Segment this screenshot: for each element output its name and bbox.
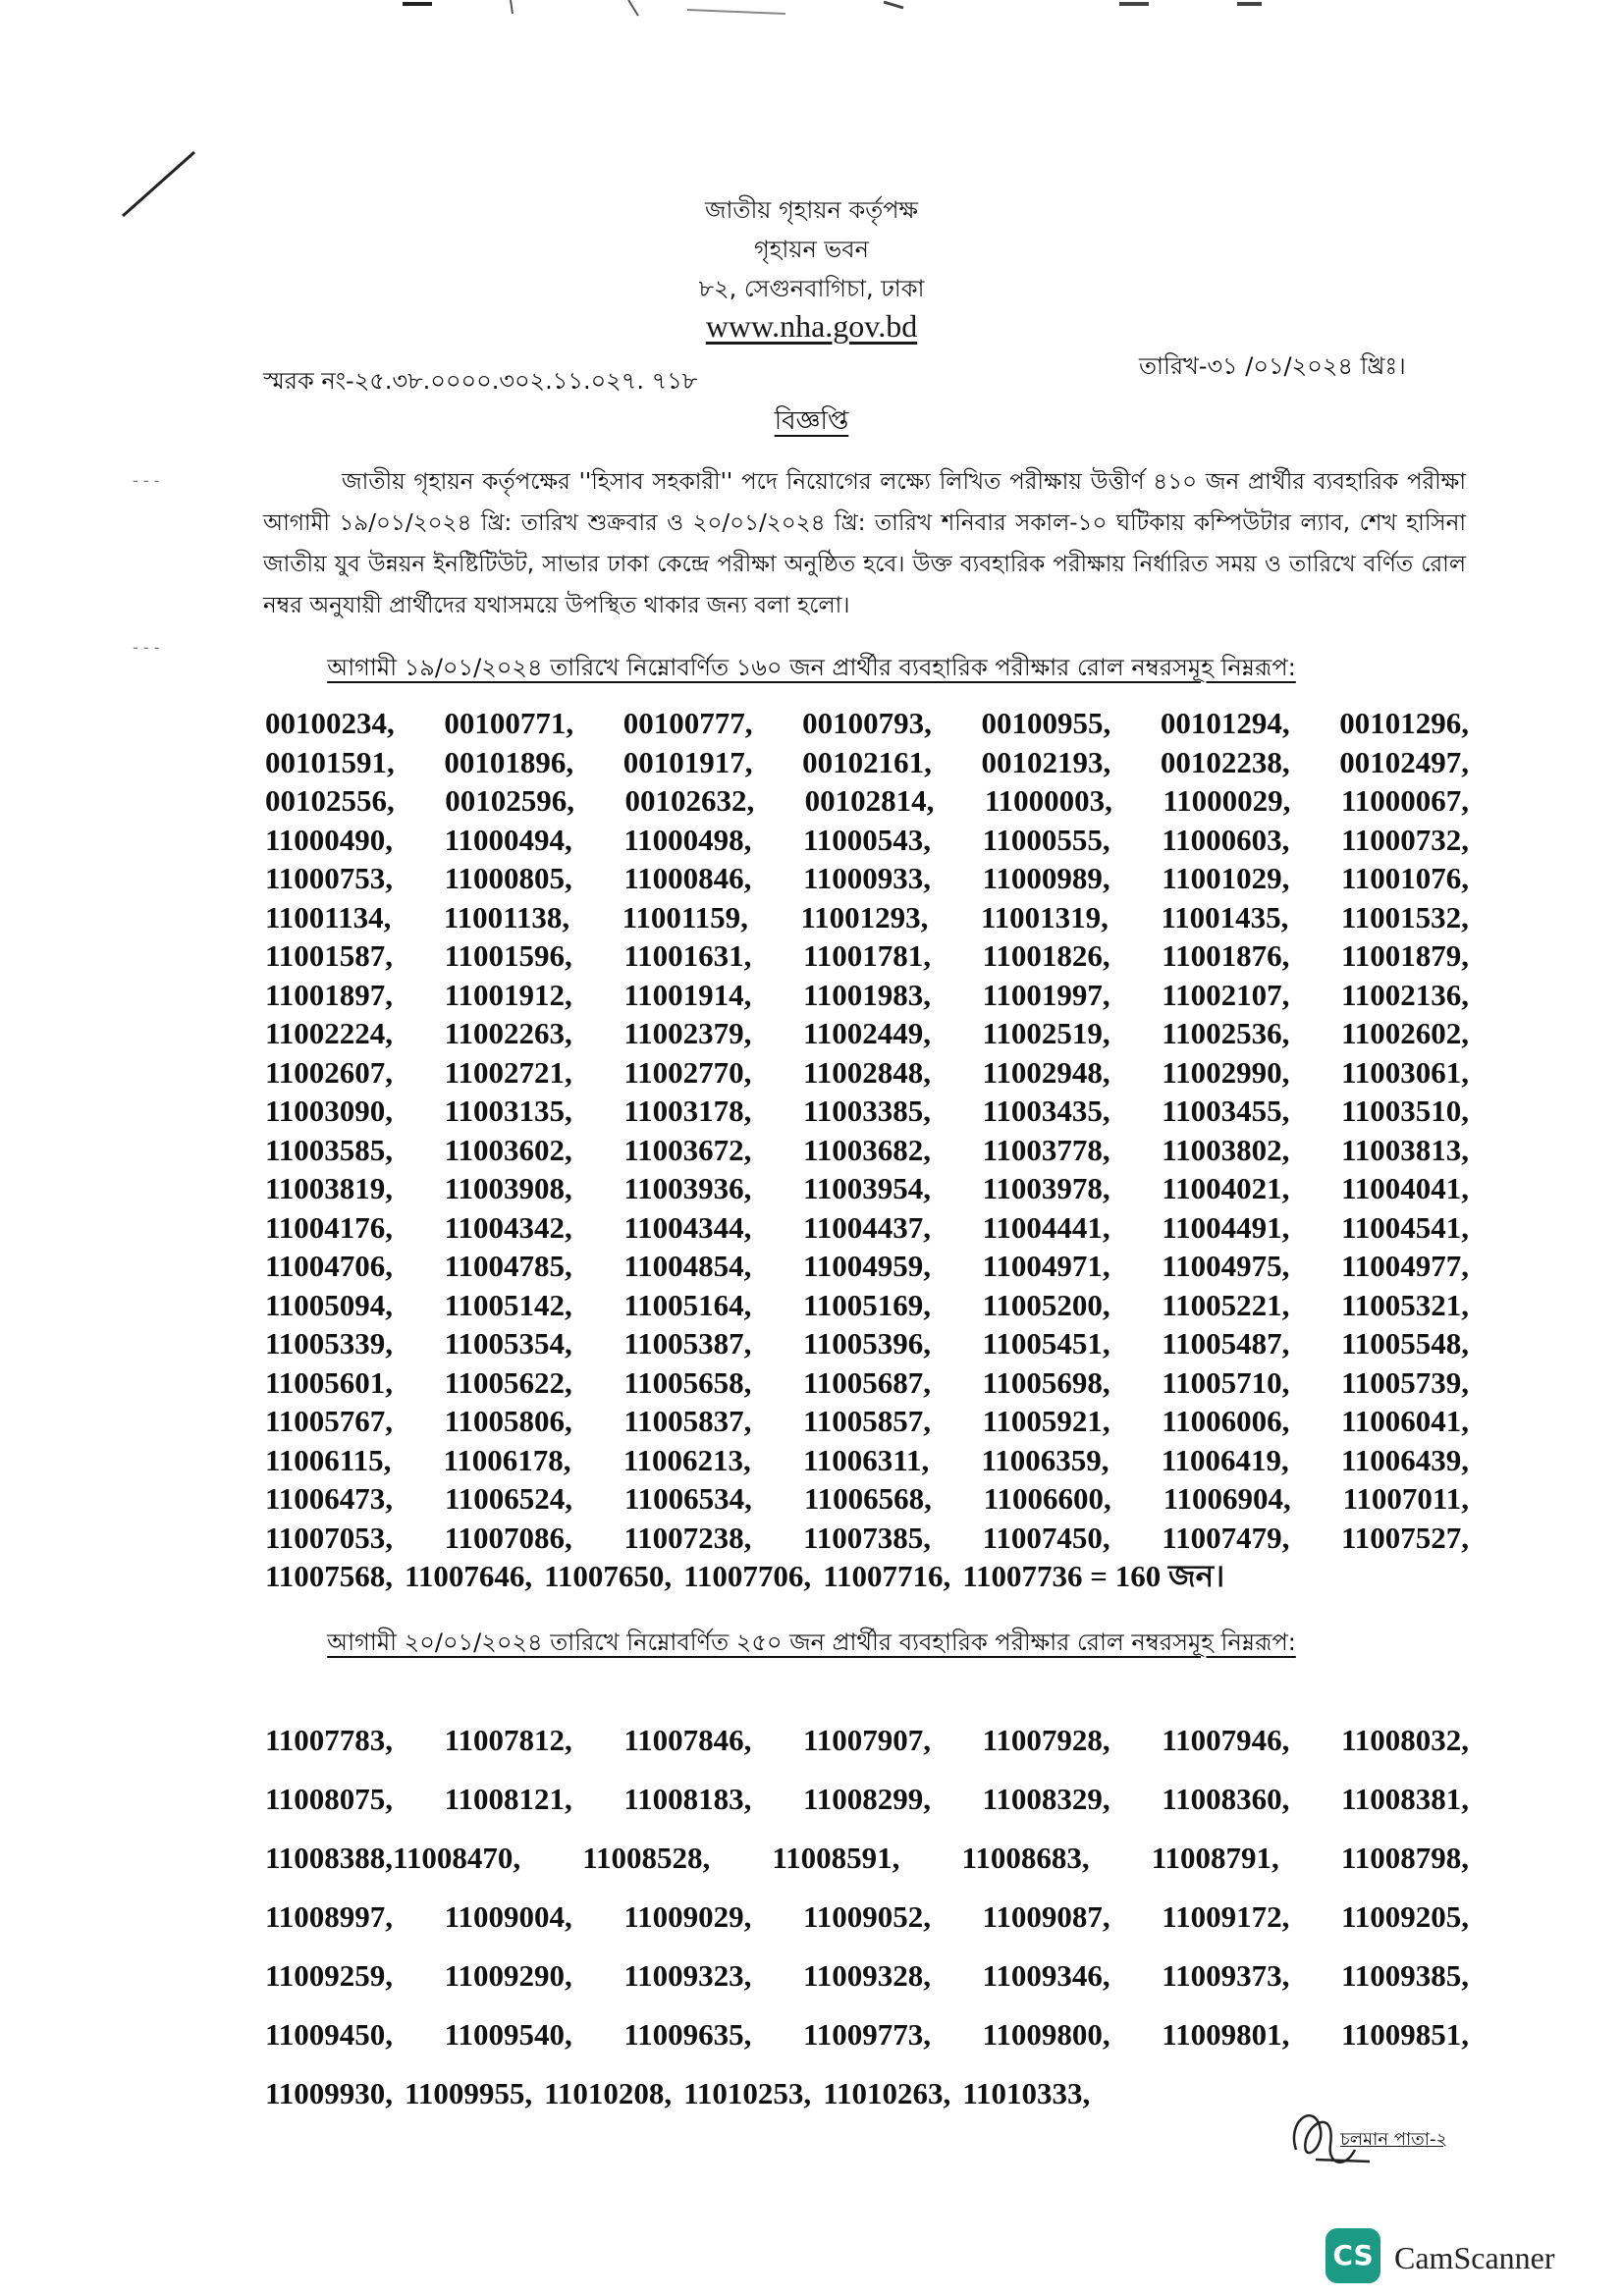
roll-number: 11007907, [802,1723,932,1757]
roll-number: 11009346, [982,1958,1110,1993]
roll-number: 11000603, [1162,822,1290,857]
roll-number: 11008299, [802,1782,932,1816]
roll-number: 11009773, [802,2017,932,2052]
roll-number: 11001876, [1162,938,1290,973]
roll-number: 11003802, [1162,1132,1290,1167]
roll-number: 11005767, [265,1404,394,1438]
roll-number: 11005339, [265,1326,394,1361]
roll-number: 11001293, [800,899,929,934]
roll-number: 11000490, [265,822,394,857]
roll-row [265,743,1469,782]
roll-number: 11004854, [623,1249,752,1283]
roll-number: 11007716, [823,1559,951,1593]
roll-row [265,898,1469,937]
roll-number: 11005806, [444,1404,572,1438]
roll-row [265,1947,1469,2005]
roll-number: 11002519, [982,1016,1110,1050]
roll-number: 00101294, [1160,706,1290,740]
roll-number: 11006534, [623,1481,752,1516]
roll-number: 11004041, [1340,1171,1469,1205]
roll-number: 11009205, [1340,1899,1469,1934]
roll-number: 11006473, [265,1481,394,1516]
roll-row [265,1324,1469,1363]
roll-number: 11003061, [1340,1054,1469,1090]
roll-number: 11003908, [444,1171,572,1205]
roll-number: 11009004, [444,1899,572,1934]
roll-number: 11001983, [802,977,932,1012]
roll-number: 11006600, [983,1481,1111,1516]
roll-number: 11007053, [265,1520,394,1555]
roll-number: 11005837, [623,1404,752,1438]
group1-heading: আগামী ১৯/০১/২০২৪ তারিখে নিম্নোবর্ণিত ১৬০ জন প্রার্থীর ব্যবহারিক পরীক্ষার রোল নম্বরসমূহ নিম্নরূপ: [327,654,1296,681]
org-building: গৃহায়ন ভবন [754,236,869,263]
roll-number: 11001319, [980,899,1109,934]
roll-number: 11006419, [1161,1442,1289,1477]
roll-number: 11000494, [444,822,572,857]
roll-number: 11007650, [544,1559,673,1593]
roll-number: 11004977, [1340,1249,1469,1283]
roll-number: 00101591, [265,744,395,779]
roll-number: 11000003, [984,783,1112,818]
roll-number: 11005687, [802,1364,932,1400]
roll-number: 11006115, [265,1442,392,1477]
roll-number: 11006904, [1163,1481,1291,1516]
roll-number: 00100777, [622,706,753,740]
roll-number: 11005142, [444,1287,572,1322]
roll-number: 11001134, [265,899,392,934]
roll-number: 11007706, [683,1559,812,1593]
roll-row [265,821,1469,860]
roll-number: 11003778, [982,1132,1110,1167]
roll-number: 11001631, [623,938,752,973]
roll-number: 11010208, [544,2076,673,2110]
roll-row [265,1169,1469,1208]
roll-number: 11009290, [444,1958,572,1993]
roll-row [265,1208,1469,1248]
roll-number: 11003385, [802,1094,932,1128]
roll-number: 11001587, [265,938,394,973]
roll-number: 11009323, [623,1958,752,1993]
roll-number: 11009029, [623,1899,752,1934]
roll-number: 11007812, [444,1723,572,1757]
roll-number: 11005169, [802,1287,932,1322]
roll-number: 11004959, [802,1249,932,1283]
roll-number: 11009328, [802,1958,932,1993]
roll-number: 11001532, [1340,899,1469,934]
roll-row [265,781,1469,821]
roll-number: 11009052, [802,1899,932,1934]
roll-number: 11001879, [1340,938,1469,973]
roll-number: 11004541, [1340,1209,1469,1245]
margin-mark: - - - [133,471,160,490]
roll-row [265,1888,1469,1947]
roll-number: 11010263, [823,2076,951,2110]
roll-number: 11005710, [1162,1364,1290,1400]
roll-number: 11010333, [962,2076,1091,2110]
roll-number: 00102497, [1339,744,1469,779]
roll-number: 11000846, [623,861,752,895]
roll-number: 11008183, [623,1782,752,1816]
roll-number: 11007385, [802,1520,932,1555]
roll-number: 11009373, [1162,1958,1290,1993]
roll-number: 11005548, [1340,1326,1469,1361]
roll-number: 11000732, [1340,822,1469,857]
roll-number: 11005396, [802,1326,932,1361]
roll-number: 11005487, [1162,1326,1290,1361]
roll-number: 11006359, [981,1442,1109,1477]
roll-number: 11003090, [265,1094,394,1128]
roll-number: 11003455, [1162,1094,1290,1128]
roll-number: 00102596, [445,783,574,818]
camscanner-logo: CS [1325,2228,1380,2283]
roll-number: 11003178, [623,1094,752,1128]
roll-number: 11002449, [802,1016,932,1050]
roll-number: 11009540, [444,2017,572,2052]
roll-number: 11003602, [444,1132,572,1167]
roll-number: 11001029, [1162,861,1290,895]
roll-number: 11009259, [265,1958,394,1993]
roll-number: 11002721, [444,1054,572,1090]
roll-number: 11005658, [623,1364,752,1400]
roll-number: 11003672, [623,1132,752,1167]
roll-number: 11002136, [1340,977,1469,1012]
notice-title: বিজ্ঞপ্তি [774,406,849,436]
roll-number: 11006213, [622,1442,751,1477]
roll-row [265,1770,1469,1829]
roll-number: 11007646, [405,1559,533,1593]
roll-row [265,1829,1469,1888]
roll-number: 11002263, [444,1016,572,1050]
roll-number: 11001914, [623,977,752,1012]
roll-number: 11001435, [1161,899,1289,934]
roll-number: 11004344, [623,1209,752,1245]
roll-number: 11002848, [802,1054,932,1090]
camscanner-watermark: CamScanner [1394,2240,1555,2275]
roll-number: 11009450, [265,2017,394,2052]
notice-paragraph: জাতীয় গৃহায়ন কর্তৃপক্ষের ''হিসাব সহকারী'' পদে নিয়োগের লক্ষ্যে লিখিত পরীক্ষায় উত্তীর্ণ ৪১০ জন প্রার্থীর ব্যবহারিক পরীক্ষা আগামী ১৯/০১/২০২৪ খ্রি: তারিখ শুক্রবার ও ২০/০১/২০২৪ খ্রি: তারিখ শনিবার সকাল-১০ ঘটিকায় কম্পিউটার ল্যাব, শেখ হাসিনা জাতীয় যুব উন্নয়ন ইনষ্টিটিউট, সাভার ঢাকা কেন্দ্রে পরীক্ষা অনুষ্ঠিত হবে। উক্ত ব্যবহারিক পরীক্ষায় নির্ধারিত সময় ও তারিখে বর্ণিত রোল নম্বর অনুযায়ী প্রার্থীদের যথাসময়ে উপস্থিত থাকার জন্য বলা হলো। [263,469,1466,618]
roll-number: 11000989, [982,861,1110,895]
roll-number: 11005451, [982,1326,1110,1361]
roll-number: 11004342, [444,1209,572,1245]
roll-number: 11006568, [803,1481,932,1516]
roll-number: 11000543, [802,822,932,857]
roll-number: 11002990, [1162,1054,1290,1090]
roll-number: 11002536, [1162,1016,1290,1050]
roll-number: 11004176, [265,1209,394,1245]
roll-number: 11003978, [982,1171,1110,1205]
roll-number: 11004706, [265,1249,394,1283]
roll-number: 11008528, [582,1841,711,1875]
roll-row [265,1092,1469,1131]
roll-number: 11008360, [1162,1782,1290,1816]
org-website: www.nha.gov.bd [705,308,918,344]
roll-number: 11003435, [982,1094,1110,1128]
roll-number: 11007928, [982,1723,1110,1757]
roll-number: 11001897, [265,977,394,1012]
roll-number: 11001997, [982,977,1110,1012]
roll-number: 11002948, [982,1054,1110,1090]
scan-artifacts [0,0,1623,20]
roll-row [265,1053,1469,1093]
roll-number: 11004975, [1162,1249,1290,1283]
roll-number: 11006178, [443,1442,571,1477]
roll-number: 11004971, [982,1249,1110,1283]
roll-number: 11008381, [1340,1782,1469,1816]
roll-number: 11005354, [444,1326,572,1361]
roll-number: 11001159, [622,899,748,934]
memo-number: স্মরক নং-২৫.৩৮.০০০০.৩০২.১১.০২৭. ৭১৮ [263,367,698,395]
roll-number: 11001076, [1340,861,1469,895]
roll-number: 11009930, [265,2076,394,2110]
roll-row [265,704,1469,743]
roll-number: 11003585, [265,1132,394,1167]
roll-number: 11000805, [444,861,572,895]
roll-number: 11009851, [1340,2017,1469,2052]
roll-number: 00101296, [1339,706,1469,740]
roll-number: 11007568, [265,1559,394,1593]
roll-number: 11009172, [1162,1899,1290,1934]
roll-number: 11004437, [802,1209,932,1245]
roll-number: 11000933, [802,861,932,895]
roll-number: 00100234, [265,706,395,740]
org-address: ৮২, সেগুনবাগিচা, ঢাকা [698,275,925,302]
roll-number: 11005698, [982,1364,1110,1400]
roll-number: 11000067, [1340,783,1469,818]
roll-number: 11006439, [1340,1442,1469,1477]
roll-number: 11007736 = 160 জন। [962,1559,1225,1593]
roll-row [265,1363,1469,1403]
roll-number: 11007479, [1162,1520,1290,1555]
roll-number: 11003135, [444,1094,572,1128]
roll-number: 11005094, [265,1287,394,1322]
roll-row [265,1014,1469,1053]
roll-number: 11002770, [623,1054,752,1090]
roll-number: 00102814, [804,783,935,818]
roll-number: 11008388,11008470, [265,1841,521,1875]
roll-row [265,1557,1469,1596]
roll-number: 11002224, [265,1016,394,1050]
roll-number: 11005221, [1162,1287,1290,1322]
roll-number: 11001138, [443,899,570,934]
roll-number: 11008121, [444,1782,572,1816]
roll-number: 00102193, [981,744,1111,779]
roll-number: 11003510, [1340,1094,1469,1128]
roll-number: 11006006, [1162,1404,1290,1438]
roll-number: 11006311, [802,1442,930,1477]
roll-number: 00101896, [444,744,574,779]
roll-number: 11007011, [1342,1481,1469,1516]
roll-row [265,1479,1469,1519]
roll-number: 11005921, [982,1404,1110,1438]
roll-row [265,1286,1469,1325]
roll-number: 11004785, [444,1249,572,1283]
roll-number: 11004441, [982,1209,1110,1245]
roll-number: 11008075, [265,1782,394,1816]
roll-number: 11001826, [982,938,1110,973]
roll-number: 11009385, [1340,1958,1469,1993]
roll-number: 11007783, [265,1723,394,1757]
memo-date: তারিখ-৩১ /০১/২০২৪ খ্রিঃ। [1139,352,1406,380]
roll-number: 11003682, [802,1132,932,1167]
roll-row [265,1441,1469,1480]
roll-number: 11005622, [444,1364,572,1400]
roll-number: 00100771, [444,706,574,740]
roll-number: 11004021, [1162,1171,1290,1205]
roll-number: 00100793, [802,706,932,740]
roll-number: 11002607, [265,1054,394,1090]
roll-number: 11007086, [444,1520,572,1555]
roll-number: 11009955, [405,2076,533,2110]
roll-number: 11000029, [1163,783,1291,818]
roll-number: 11008032, [1340,1723,1469,1757]
roll-number: 11008683, [961,1841,1090,1875]
roll-number: 11001912, [444,977,572,1012]
roll-row [265,1402,1469,1441]
roll-row [265,2005,1469,2064]
roll-row [265,1131,1469,1170]
roll-number: 11007946, [1162,1723,1290,1757]
roll-number: 11008329, [982,1782,1110,1816]
roll-number: 11007527, [1340,1520,1469,1555]
roll-row [265,859,1469,898]
roll-number: 11007238, [623,1520,752,1555]
roll-number: 11010253, [683,2076,812,2110]
roll-number: 11005857, [802,1404,932,1438]
roll-number: 11009800, [982,2017,1110,2052]
margin-mark: - - - [133,638,160,657]
roll-number: 11008997, [265,1899,394,1934]
roll-number: 00102632, [624,783,755,818]
roll-number: 11007846, [623,1723,752,1757]
roll-number: 11000753, [265,861,394,895]
roll-number: 11003954, [802,1171,932,1205]
org-name: জাতীয় গৃহায়ন কর্তৃপক্ষ [705,196,918,224]
roll-number: 11008798, [1340,1841,1469,1875]
roll-row [265,1519,1469,1558]
roll-number: 11003813, [1340,1132,1469,1167]
roll-number: 11002602, [1340,1016,1469,1050]
group2-heading: আগামী ২০/০১/২০২৪ তারিখে নিম্নোবর্ণিত ২৫০ জন প্রার্থীর ব্যবহারিক পরীক্ষার রোল নম্বরসমূহ নিম্নরূপ: [327,1629,1296,1656]
roll-number: 11000555, [982,822,1110,857]
roll-number: 11005739, [1340,1364,1469,1400]
roll-number: 00100955, [981,706,1111,740]
roll-number: 11002379, [623,1016,752,1050]
roll-number: 11000498, [623,822,752,857]
roll-number: 11005321, [1340,1287,1469,1322]
roll-number: 11009801, [1162,2017,1290,2052]
roll-number: 11001781, [802,938,932,973]
roll-row [265,1247,1469,1286]
roll-number: 11009635, [623,2017,752,2052]
roll-row [265,936,1469,976]
roll-number: 11005200, [982,1287,1110,1322]
roll-number: 11006041, [1340,1404,1469,1438]
roll-number: 11009087, [982,1899,1110,1934]
roll-number: 11008591, [772,1841,900,1875]
roll-number: 11006524, [444,1481,572,1516]
roll-number: 11005164, [623,1287,752,1322]
roll-number: 00102238, [1160,744,1290,779]
roll-number: 00101917, [622,744,753,779]
group1-roll-list [265,704,1469,1596]
roll-row [265,1711,1469,1770]
roll-number: 11008791, [1151,1841,1279,1875]
roll-number: 00102161, [802,744,932,779]
group2-roll-list [265,1711,1469,2123]
continued-page-note: চলমান পাতা-২ [1340,2129,1448,2150]
roll-row [265,976,1469,1015]
roll-number: 11007450, [982,1520,1110,1555]
roll-number: 11002107, [1162,977,1290,1012]
roll-number: 11005387, [623,1326,752,1361]
roll-number: 11005601, [265,1364,394,1400]
roll-number: 11001596, [444,938,572,973]
roll-number: 11004491, [1162,1209,1290,1245]
roll-number: 00102556, [265,783,395,818]
roll-number: 11003819, [265,1171,394,1205]
roll-number: 11003936, [623,1171,752,1205]
